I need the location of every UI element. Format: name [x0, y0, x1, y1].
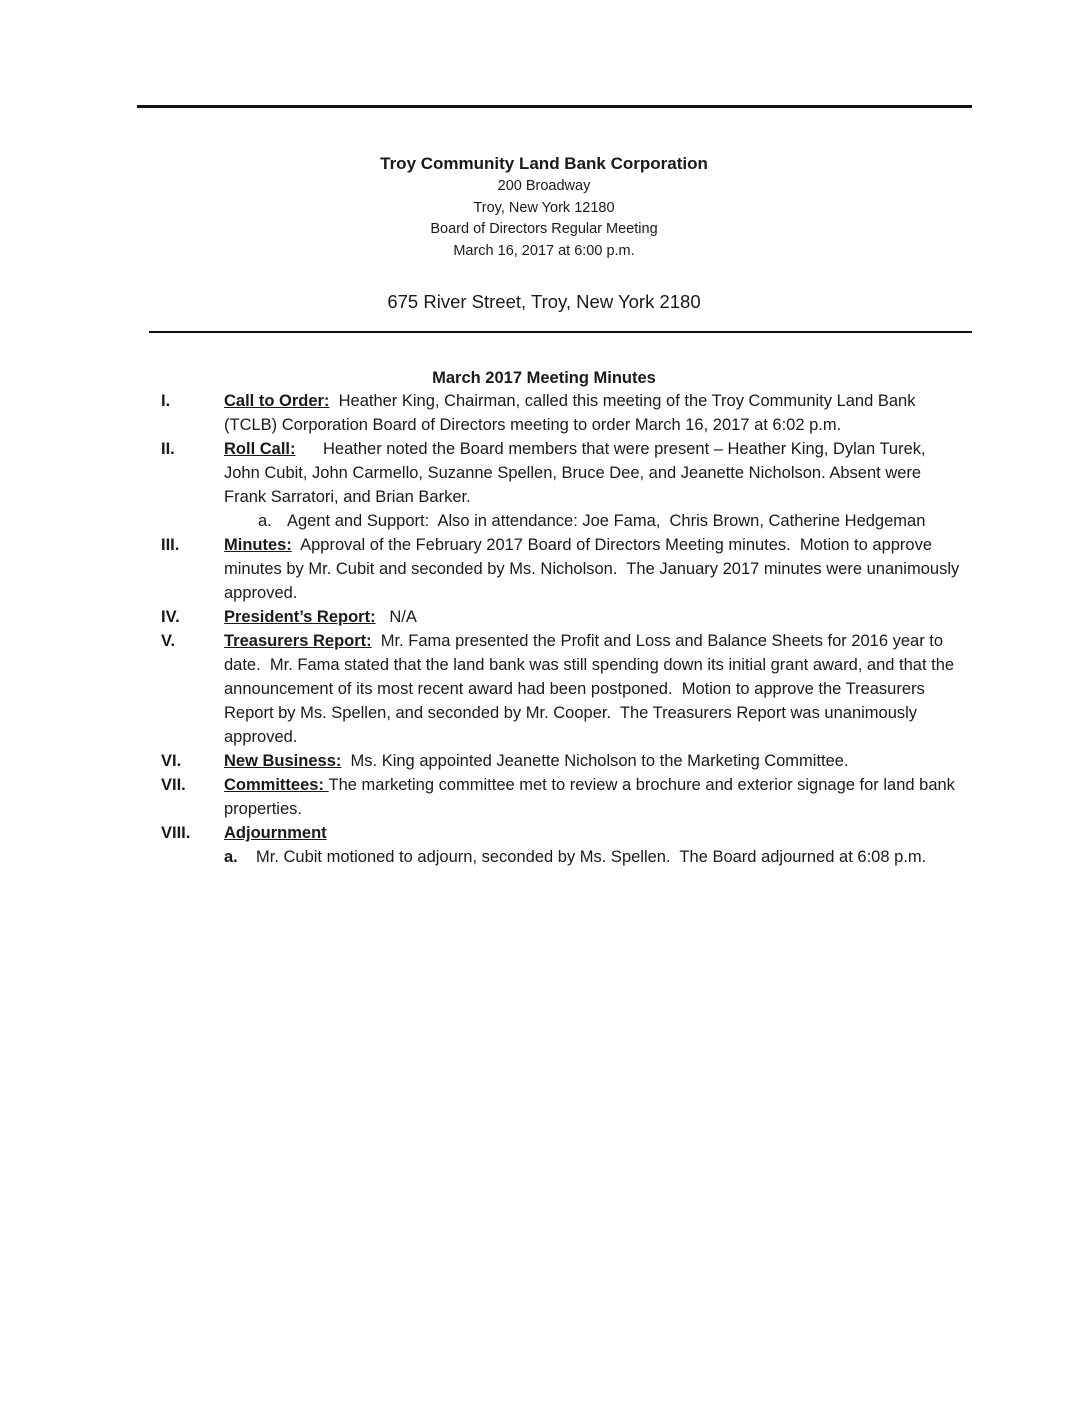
item-text: Ms. King appointed Jeanette Nicholson to the Marketing Committee.: [341, 752, 849, 770]
sub-item: [161, 845, 961, 869]
item-heading: Call to Order:: [224, 392, 330, 410]
city-state-zip: Troy, New York 12180: [473, 199, 615, 216]
item-text: Mr. Fama presented the Profit and Loss and Balance Sheets for 2016 year to date. Mr. Fama stated that the land bank was still spending down its initial grant award, and that the announcement of its most recent award had been postponed. Motion to approve the Treasurers Report by Ms. Spellen, and seconded by Mr. Cooper. The Treasurers Report was unanimously approved.: [224, 632, 959, 746]
list-item: [161, 605, 961, 629]
item-text: Heather King, Chairman, called this meeting of the Troy Community Land Bank (TCLB) Corporation Board of Directors meeting to order March 16, 2017 at 6:02 p.m.: [224, 392, 921, 434]
sub-item-text: Mr. Cubit motioned to adjourn, seconded by Ms. Spellen. The Board adjourned at 6:08 p.m.: [256, 848, 927, 866]
header-rule: [149, 331, 972, 333]
list-item: [161, 821, 961, 845]
minutes-list: [161, 389, 964, 869]
item-heading: Roll Call:: [224, 440, 296, 458]
item-number: V.: [161, 632, 176, 650]
meeting-datetime: March 16, 2017 at 6:00 p.m.: [453, 242, 635, 259]
item-heading: Treasurers Report:: [224, 632, 372, 650]
item-number: VI.: [161, 752, 182, 770]
list-item: [161, 749, 961, 773]
item-number: II.: [161, 440, 175, 458]
item-heading: New Business:: [224, 752, 342, 770]
sub-item-letter: a.: [224, 848, 238, 866]
list-item: [161, 629, 961, 749]
street-address: 200 Broadway: [497, 178, 591, 194]
sub-item-text: Agent and Support: Also in attendance: Joe Fama, Chris Brown, Catherine Hedgeman: [287, 512, 926, 530]
item-number: VIII.: [161, 824, 191, 842]
item-text: Approval of the February 2017 Board of Directors Meeting minutes. Motion to approve minutes by Mr. Cubit and seconded by Ms. Nicholson. The January 2017 minutes were unanimously approved.: [224, 536, 964, 602]
document-title: March 2017 Meeting Minutes: [432, 369, 656, 387]
item-number: VII.: [161, 776, 186, 794]
list-item: [161, 437, 961, 509]
document-header: [137, 152, 951, 262]
sub-item: [161, 509, 961, 533]
list-item: [161, 533, 964, 605]
item-heading: President’s Report:: [224, 608, 376, 626]
item-text: N/A: [375, 608, 417, 626]
item-number: IV.: [161, 608, 180, 626]
top-rule: [137, 105, 972, 108]
meeting-type: Board of Directors Regular Meeting: [430, 221, 658, 237]
item-number: III.: [161, 536, 180, 554]
organization-name: Troy Community Land Bank Corporation: [380, 154, 708, 173]
item-heading: Adjournment: [224, 824, 327, 842]
item-number: I.: [161, 392, 171, 410]
sub-item-letter: a.: [258, 512, 272, 530]
item-text: The marketing committee met to review a brochure and exterior signage for land bank properties.: [224, 776, 960, 818]
item-text: Heather noted the Board members that were present – Heather King, Dylan Turek, John Cubit, John Carmello, Suzanne Spellen, Bruce Dee, and Jeanette Nicholson. Absent were Frank Sarratori, and Brian Barker.: [224, 440, 931, 506]
meeting-location: 675 River Street, Troy, New York 2180: [387, 291, 701, 312]
list-item: [161, 389, 961, 437]
list-item: [161, 773, 961, 821]
item-heading: Minutes:: [224, 536, 292, 554]
item-heading: Committees:: [224, 776, 329, 794]
